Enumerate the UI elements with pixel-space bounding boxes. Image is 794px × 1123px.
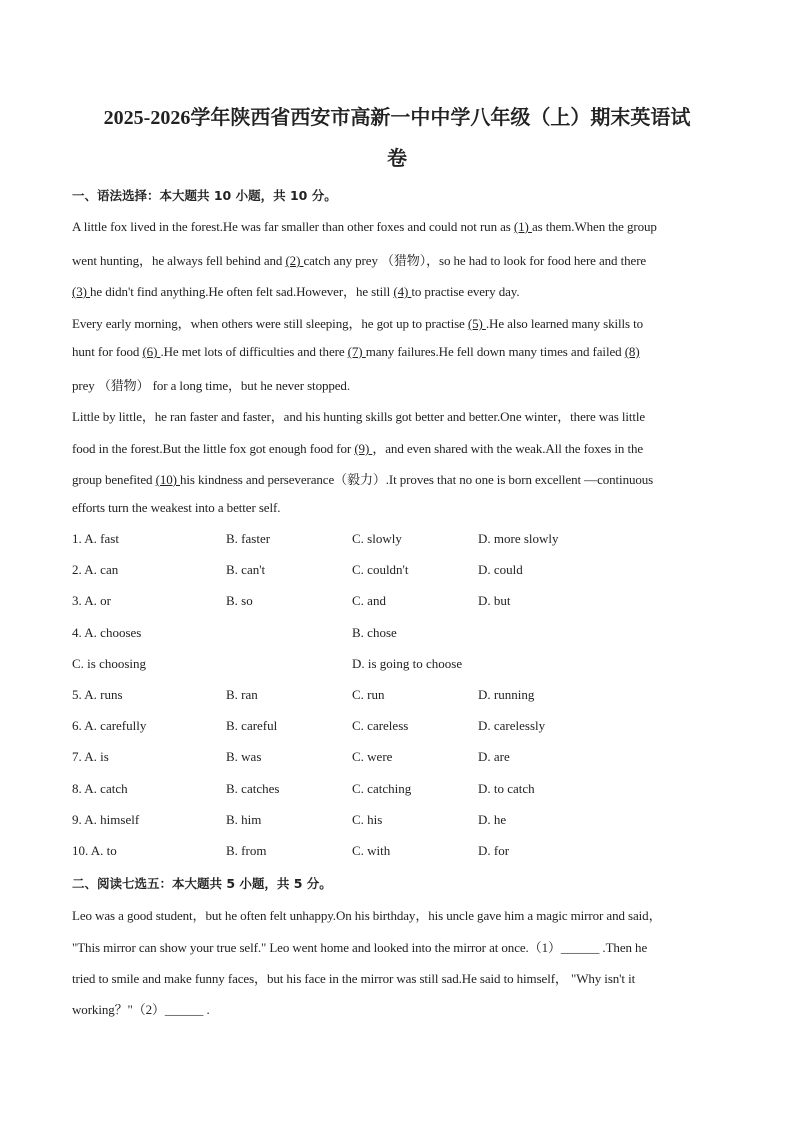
passage-line bbox=[72, 500, 722, 516]
question-option-a[interactable]: 2. A. can bbox=[72, 562, 119, 577]
question-option-b[interactable]: B. faster bbox=[226, 531, 271, 546]
passage-text: his kindness and perseverance（毅力）.It proves that no one is born excellent —continuous bbox=[180, 472, 654, 487]
question-option-a[interactable]: 6. A. carefully bbox=[72, 718, 147, 733]
passage-text: to practise every day. bbox=[411, 284, 520, 299]
question-option-b[interactable]: B. careful bbox=[226, 718, 278, 733]
section2-heading: 二、阅读七选五：本大题共 5 小题，共 5 分。 bbox=[72, 876, 332, 891]
question-option-d[interactable]: D. but bbox=[478, 593, 511, 608]
passage-text: food in the forest.But the little fox got enough food for bbox=[72, 441, 355, 456]
question-option-c[interactable]: C. and bbox=[352, 593, 386, 608]
passage-line: "This mirror can show your true self." Leo went home and looked into the mirror at once.（1）______ .Then he bbox=[72, 940, 648, 955]
question-option-d[interactable]: D. carelessly bbox=[478, 718, 546, 733]
question-option-d[interactable]: D. running bbox=[478, 687, 535, 702]
passage-line bbox=[72, 281, 722, 300]
blank-marker: (6) bbox=[142, 344, 161, 359]
question-option-d[interactable]: D. for bbox=[478, 843, 510, 858]
passage-line bbox=[72, 438, 722, 457]
question-option-d[interactable]: D. could bbox=[478, 562, 523, 577]
passage-line bbox=[72, 219, 722, 235]
passage-text: hunt for food bbox=[72, 344, 143, 359]
blank-marker: (10) bbox=[155, 472, 181, 487]
passage-text: as them.When the group bbox=[531, 219, 657, 234]
passage-text: went hunting，he always fell behind and bbox=[72, 253, 286, 268]
exam-title-line1: 2025-2026学年陕西省西安市高新一中中学八年级（上）期末英语试 bbox=[103, 107, 691, 129]
question-option-d[interactable]: D. are bbox=[478, 749, 510, 764]
blank-marker: (9) bbox=[354, 441, 373, 456]
question-option-b[interactable]: B. so bbox=[226, 593, 253, 608]
question-option-a[interactable]: 4. A. chooses bbox=[72, 625, 142, 640]
question-option-c[interactable]: C. slowly bbox=[352, 531, 402, 546]
passage-line bbox=[72, 250, 722, 269]
question-option-a[interactable]: 5. A. runs bbox=[72, 687, 123, 702]
question-option-c[interactable]: C. with bbox=[352, 843, 391, 858]
blank-marker: (2) bbox=[285, 253, 304, 268]
passage-text: prey （猎物） for a long time，but he never stopped. bbox=[72, 378, 350, 393]
blank-marker: (3) bbox=[72, 284, 91, 299]
question-option-c[interactable]: C. run bbox=[352, 687, 385, 702]
blank-marker: (5) bbox=[467, 316, 486, 331]
passage-line bbox=[72, 375, 722, 394]
passage-line bbox=[72, 469, 722, 488]
passage-text: catch any prey （猎物），so he had to look for food here and there bbox=[303, 253, 647, 268]
question-option-a[interactable]: 8. A. catch bbox=[72, 781, 128, 796]
passage-text: Little by little，he ran faster and faster，and his hunting skills got better and better.One winter，there was little bbox=[72, 409, 646, 424]
blank-marker: (7) bbox=[347, 344, 366, 359]
question-option-d[interactable]: D. more slowly bbox=[478, 531, 559, 546]
passage-text: he didn't find anything.He often felt sad.However，he still bbox=[90, 284, 394, 299]
passage-line: tried to smile and make funny faces，but his face in the mirror was still sad.He said to himself， "Why isn't it bbox=[72, 971, 636, 986]
question-option-b[interactable]: B. can't bbox=[226, 562, 266, 577]
blank-marker: (8) bbox=[624, 344, 640, 359]
passage-line bbox=[72, 406, 722, 425]
question-option-b[interactable]: B. him bbox=[226, 812, 262, 827]
passage-text: Every early morning，when others were still sleeping，he got up to practise bbox=[72, 316, 468, 331]
exam-title-line2: 卷 bbox=[387, 148, 407, 170]
question-option-d[interactable]: D. to catch bbox=[478, 781, 535, 796]
section1-heading: 一、语法选择：本大题共 10 小题，共 10 分。 bbox=[72, 188, 337, 203]
question-option-b[interactable]: B. catches bbox=[226, 781, 280, 796]
passage-text: A little fox lived in the forest.He was far smaller than other foxes and could not run as bbox=[72, 219, 514, 234]
question-option-a[interactable]: 3. A. or bbox=[72, 593, 111, 608]
passage-text: .He met lots of difficulties and there bbox=[160, 344, 348, 359]
passage-text: many failures.He fell down many times and failed bbox=[365, 344, 625, 359]
question-option-a[interactable]: 9. A. himself bbox=[72, 812, 140, 827]
passage-line bbox=[72, 344, 722, 360]
question-option-c[interactable]: C. catching bbox=[352, 781, 412, 796]
question-option-b[interactable]: B. ran bbox=[226, 687, 258, 702]
passage-text: .He also learned many skills to bbox=[485, 316, 644, 331]
question-option-a[interactable]: 7. A. is bbox=[72, 749, 109, 764]
blank-marker: (4) bbox=[393, 284, 412, 299]
question-option-c[interactable]: C. careless bbox=[352, 718, 409, 733]
passage-text: ，and even shared with the weak.All the foxes in the bbox=[372, 441, 644, 456]
question-option-b[interactable]: B. was bbox=[226, 749, 262, 764]
question-option-a[interactable]: 10. A. to bbox=[72, 843, 117, 858]
question-option-c[interactable]: C. couldn't bbox=[352, 562, 409, 577]
question-option-c[interactable]: C. were bbox=[352, 749, 393, 764]
passage-line: Leo was a good student，but he often felt unhappy.On his birthday，his uncle gave him a magic mirror and said， bbox=[72, 908, 662, 923]
question-option-b[interactable]: B. from bbox=[226, 843, 267, 858]
passage-text: group benefited bbox=[72, 472, 156, 487]
passage-line: working？"（2）______ . bbox=[72, 1002, 210, 1017]
question-option-c[interactable]: D. is going to choose bbox=[352, 656, 463, 671]
question-option-d[interactable]: D. he bbox=[478, 812, 507, 827]
question-option-a[interactable]: 1. A. fast bbox=[72, 531, 119, 546]
passage-text: efforts turn the weakest into a better self. bbox=[72, 500, 281, 515]
question-option-a[interactable]: C. is choosing bbox=[72, 656, 147, 671]
blank-marker: (1) bbox=[513, 219, 532, 234]
passage-line bbox=[72, 313, 722, 332]
question-option-c[interactable]: B. chose bbox=[352, 625, 397, 640]
question-option-c[interactable]: C. his bbox=[352, 812, 383, 827]
